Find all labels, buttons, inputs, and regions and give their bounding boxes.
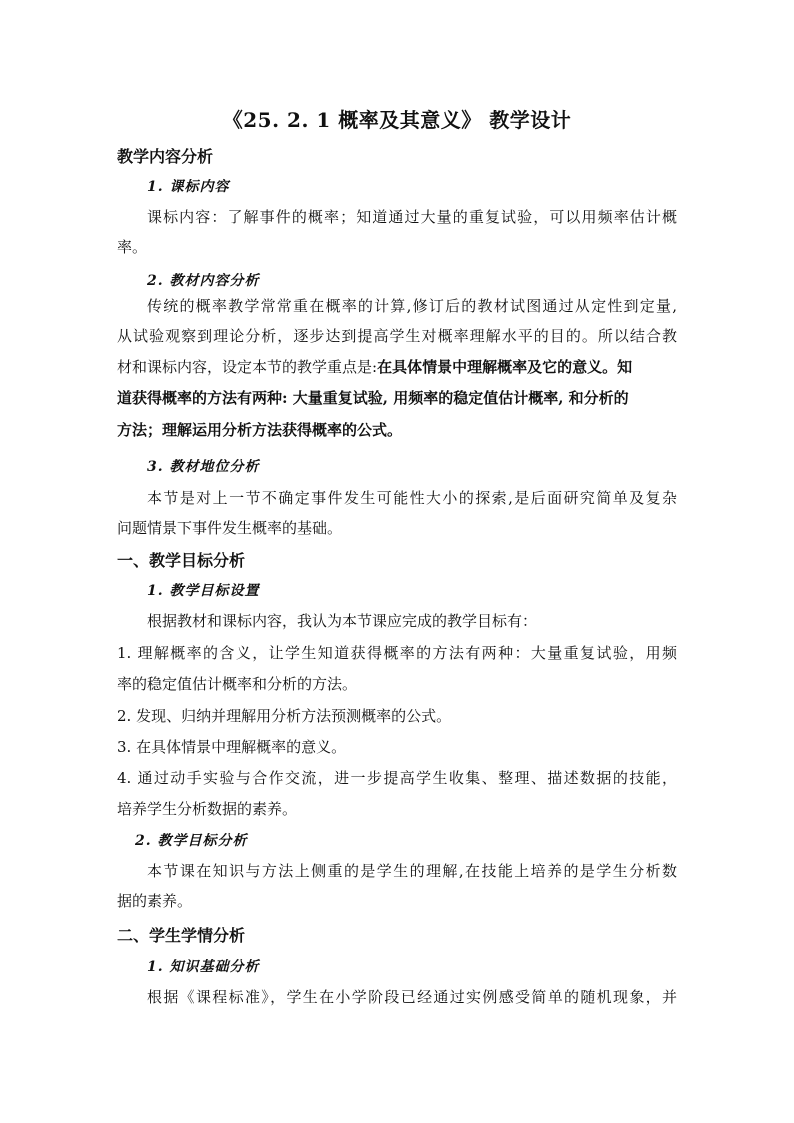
subheading-curriculum-content: 1. 课标内容 [147,179,230,195]
subheading-textbook-position: 3. 教材地位分析 [147,459,260,475]
section-heading-student-analysis: 二、学生学情分析 [117,926,246,945]
list-item-4-continued: 培养学生分析数据的素养。 [117,800,298,818]
subheading-goal-analysis: 2. 教学目标分析 [135,833,248,849]
emphasis-text: 在具体情景中理解概率及它的意义。知 [377,358,633,376]
paragraph-line: 从试验观察到理论分析，逐步达到提高学生对概率理解水平的目的。所以结合教 [117,327,677,345]
paragraph-line: 本节是对上一节不确定事件发生可能性大小的探索,是后面研究简单及复杂 [147,489,677,507]
paragraph-line: 本节课在知识与方法上侧重的是学生的理解,在技能上培养的是学生分析数 [147,862,677,880]
list-item-4: 4. 通过动手实验与合作交流，进一步提高学生收集、整理、描述数据的技能， [117,769,677,787]
list-item-1-continued: 率的稳定值估计概率和分析的方法。 [117,675,358,693]
paragraph-line: 问题情景下事件发生概率的基础。 [117,519,343,537]
list-item-1: 1. 理解概率的含义，让学生知道获得概率的方法有两种：大量重复试验，用频 [117,644,677,662]
subheading-knowledge-basis: 1. 知识基础分析 [147,959,260,975]
document-title: 《25. 2. 1 概率及其意义》 教学设计 [222,108,572,132]
paragraph-line: 课标内容：了解事件的概率；知道通过大量的重复试验，可以用频率估计概 [147,208,677,226]
paragraph-line: 传统的概率教学常常重在概率的计算,修订后的教材试图通过从定性到定量, [147,297,677,315]
list-item-3: 3. 在具体情景中理解概率的意义。 [117,738,347,756]
list-item-2: 2. 发现、归纳并理解用分析方法预测概率的公式。 [117,707,452,725]
emphasis-line: 道获得概率的方法有两种: 大量重复试验, 用频率的稳定值估计概率, 和分析的 [117,389,629,407]
paragraph-line: 根据教材和课标内容，我认为本节课应完成的教学目标有： [147,612,538,630]
subheading-textbook-analysis: 2. 教材内容分析 [147,273,260,289]
text-span: 材和课标内容，设定本节的教学重点是: [117,358,378,376]
section-heading-teaching-goals: 一、教学目标分析 [117,551,246,570]
section-heading-content-analysis: 教学内容分析 [117,147,214,166]
paragraph-line: 根据《课程标准》，学生在小学阶段已经通过实例感受简单的随机现象，并 [147,988,677,1006]
paragraph-line: 据的素养。 [117,892,193,910]
subheading-goal-setting: 1. 教学目标设置 [147,583,260,599]
emphasis-line: 方法；理解运用分析方法获得概率的公式。 [117,421,403,439]
paragraph-line [117,356,632,377]
paragraph-line: 率。 [117,238,148,256]
